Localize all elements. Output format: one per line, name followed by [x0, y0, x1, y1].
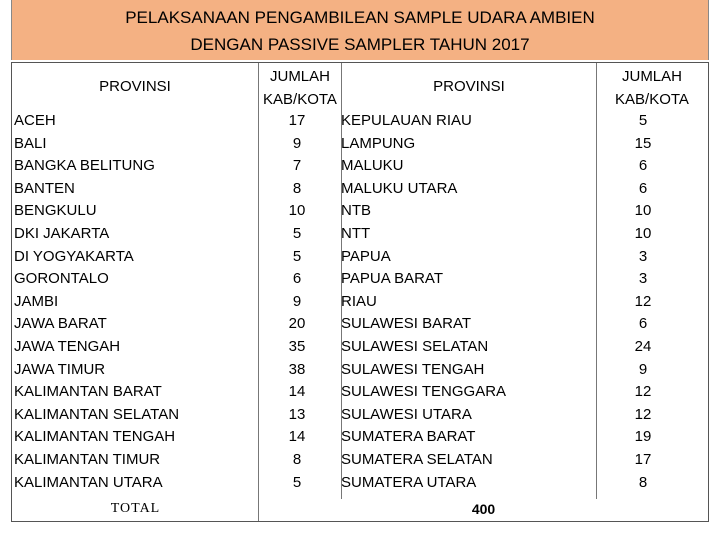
- province-name-left: KALIMANTAN TIMUR: [14, 451, 161, 468]
- province-name-right: PAPUA: [341, 247, 391, 265]
- kab-kota-count-right: 6: [638, 157, 648, 175]
- kab-kota-count-right: 6: [638, 315, 648, 333]
- kab-kota-count-right: 17: [634, 451, 652, 468]
- header-jumlah-right-line2: KAB/KOTA: [615, 91, 689, 108]
- province-name-left: KALIMANTAN SELATAN: [14, 405, 180, 423]
- kab-kota-count-left: 5: [292, 473, 302, 491]
- province-name-right: SULAWESI TENGAH: [341, 360, 485, 378]
- total-value: 400: [471, 501, 496, 517]
- province-name-left: JAWA TENGAH: [14, 338, 121, 355]
- kab-kota-count-right: 8: [638, 473, 648, 491]
- header-jumlah-right-line1: JUMLAH: [621, 68, 682, 85]
- title-line-2: DENGAN PASSIVE SAMPLER TAHUN 2017: [190, 35, 530, 54]
- header-provinsi-right: PROVINSI: [433, 78, 505, 95]
- header-jumlah-left-line1: JUMLAH: [269, 68, 330, 85]
- province-name-left: BANGKA BELITUNG: [14, 157, 155, 175]
- province-name-right: SUMATERA UTARA: [341, 473, 477, 491]
- province-name-right: NTB: [341, 202, 371, 220]
- province-name-right: RIAU: [341, 292, 377, 310]
- table-row: [12, 110, 708, 133]
- total-label: TOTAL: [110, 501, 161, 516]
- header-jumlah-left-line2: KAB/KOTA: [263, 91, 337, 108]
- table-row: [12, 381, 708, 404]
- province-name-left: BENGKULU: [14, 202, 97, 220]
- table-row: [12, 472, 708, 495]
- province-name-right: PAPUA BARAT: [341, 270, 443, 288]
- kab-kota-count-left: 10: [288, 202, 306, 220]
- table-row: [12, 449, 708, 472]
- kab-kota-count-right: 15: [634, 134, 652, 152]
- kab-kota-count-right: 12: [634, 292, 652, 310]
- table-row: [12, 426, 708, 449]
- table-row: [12, 313, 708, 336]
- province-name-left: KALIMANTAN BARAT: [14, 383, 162, 401]
- kab-kota-count-left: 35: [288, 338, 306, 355]
- kab-kota-count-right: 5: [638, 112, 648, 129]
- table-row: [12, 200, 708, 223]
- province-table: [11, 62, 709, 522]
- province-name-left: KALIMANTAN UTARA: [14, 473, 163, 491]
- table-row: [12, 178, 708, 201]
- province-name-left: JAMBI: [14, 292, 59, 310]
- kab-kota-count-right: 9: [638, 360, 648, 378]
- province-name-right: MALUKU UTARA: [341, 179, 458, 197]
- table-row: [12, 268, 708, 291]
- kab-kota-count-left: 38: [288, 360, 306, 378]
- kab-kota-count-left: 5: [292, 225, 302, 242]
- table-row: [12, 359, 708, 382]
- province-name-right: KEPULAUAN RIAU: [341, 112, 472, 129]
- province-name-left: BANTEN: [14, 179, 75, 197]
- header-jumlah-left: [258, 65, 342, 111]
- province-name-left: GORONTALO: [14, 270, 109, 288]
- kab-kota-count-left: 14: [288, 428, 306, 446]
- title-line-1: PELAKSANAAN PENGAMBILEAN SAMPLE UDARA AMBIEN: [125, 8, 595, 27]
- province-name-right: LAMPUNG: [341, 134, 416, 152]
- kab-kota-count-right: 12: [634, 405, 652, 423]
- kab-kota-count-right: 3: [638, 247, 648, 265]
- kab-kota-count-left: 9: [292, 292, 302, 310]
- title-banner: [11, 0, 709, 60]
- kab-kota-count-left: 17: [288, 112, 306, 129]
- kab-kota-count-right: 24: [634, 338, 652, 355]
- province-name-right: SULAWESI SELATAN: [341, 338, 489, 355]
- province-name-left: ACEH: [14, 112, 56, 129]
- kab-kota-count-left: 9: [292, 134, 302, 152]
- province-name-right: MALUKU: [341, 157, 404, 175]
- kab-kota-count-left: 7: [292, 157, 302, 175]
- province-name-right: SULAWESI TENGGARA: [341, 383, 507, 401]
- kab-kota-count-right: 12: [634, 383, 652, 401]
- province-name-left: DKI JAKARTA: [14, 225, 110, 242]
- province-name-left: JAWA TIMUR: [14, 360, 106, 378]
- kab-kota-count-right: 10: [634, 225, 652, 242]
- kab-kota-count-left: 8: [292, 451, 302, 468]
- kab-kota-count-right: 3: [638, 270, 648, 288]
- province-name-right: SULAWESI BARAT: [341, 315, 472, 333]
- kab-kota-count-left: 5: [292, 247, 302, 265]
- table-row: [12, 404, 708, 427]
- kab-kota-count-right: 19: [634, 428, 652, 446]
- table-row: [12, 133, 708, 156]
- province-name-left: JAWA BARAT: [14, 315, 107, 333]
- table-row: [12, 223, 708, 246]
- kab-kota-count-left: 13: [288, 405, 306, 423]
- kab-kota-count-right: 10: [634, 202, 652, 220]
- kab-kota-count-left: 6: [292, 270, 302, 288]
- kab-kota-count-left: 8: [292, 179, 302, 197]
- table-row: [12, 291, 708, 314]
- header-provinsi-left: PROVINSI: [99, 78, 171, 95]
- header-jumlah-right: [596, 65, 708, 111]
- table-row: [12, 155, 708, 178]
- province-name-right: SUMATERA BARAT: [341, 428, 476, 446]
- province-name-right: SUMATERA SELATAN: [341, 451, 493, 468]
- province-name-left: BALI: [14, 134, 47, 152]
- kab-kota-count-left: 14: [288, 383, 306, 401]
- province-name-left: DI YOGYAKARTA: [14, 247, 134, 265]
- table-row: [12, 336, 708, 359]
- kab-kota-count-right: 6: [638, 179, 648, 197]
- province-name-left: KALIMANTAN TENGAH: [14, 428, 176, 446]
- province-name-right: NTT: [341, 225, 371, 242]
- table-row: [12, 246, 708, 269]
- kab-kota-count-left: 20: [288, 315, 306, 333]
- province-name-right: SULAWESI UTARA: [341, 405, 472, 423]
